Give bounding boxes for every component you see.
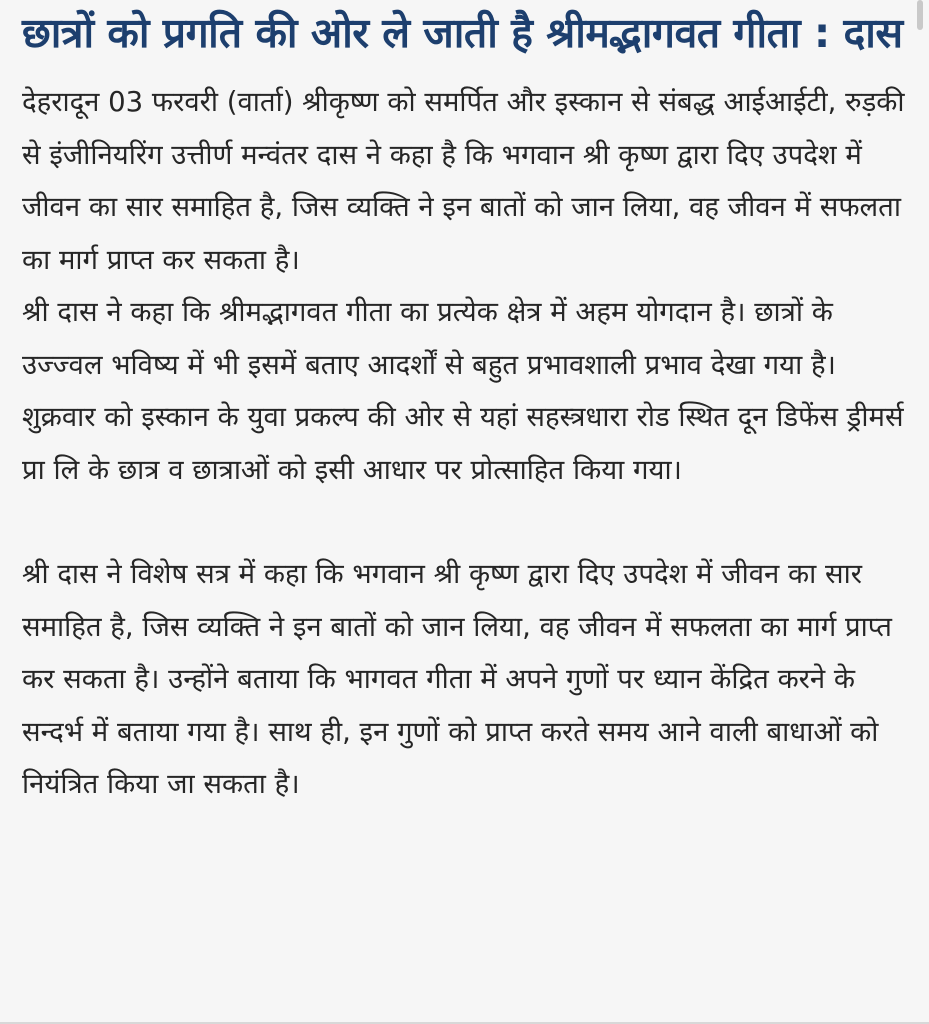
article-paragraph-1: देहरादून 03 फरवरी (वार्ता) श्रीकृष्ण को समर्पित और इस्कान से संबद्ध आईआईटी, रुड़की से इंजीनियरिंग उत्तीर्ण मन्वंतर दास ने कहा है कि भगवान श्री कृष्ण द्वारा दिए उपदेश में जीवन का सार समाहित है, जिस व्यक्ति ने इन बातों को जान लिया, वह जीवन में सफलता का मार्ग प्राप्त कर सकता है। bbox=[22, 86, 905, 276]
article-body bbox=[22, 76, 912, 811]
article bbox=[22, 0, 912, 811]
article-paragraph-2: श्री दास ने कहा कि श्रीमद्भागवत गीता का प्रत्येक क्षेत्र में अहम योगदान है। छात्रों के उज्ज्वल भविष्य में भी इसमें बताए आदर्शों से बहुत प्रभावशाली प्रभाव देखा गया है। शुक्रवार को इस्कान के युवा प्रकल्प की ओर से यहां सहस्त्रधारा रोड स्थित दून डिफेंस ड्रीमर्स प्रा लि के छात्र व छात्राओं को इसी आधार पर प्रोत्साहित किया गया। bbox=[22, 296, 904, 486]
article-paragraph-3: श्री दास ने विशेष सत्र में कहा कि भगवान श्री कृष्ण द्वारा दिए उपदेश में जीवन का सार समाहित है, जिस व्यक्ति ने इन बातों को जान लिया, वह जीवन में सफलता का मार्ग प्राप्त कर सकता है। उन्होंने बताया कि भागवत गीता में अपने गुणों पर ध्यान केंद्रित करने के सन्दर्भ में बताया गया है। साथ ही, इन गुणों को प्राप्त करते समय आने वाली बाधाओं को नियंत्रित किया जा सकता है। bbox=[22, 558, 892, 800]
article-headline: छात्रों को प्रगति की ओर ले जाती है श्रीमद्भागवत गीता : दास bbox=[22, 9, 903, 57]
scrollbar-thumb[interactable] bbox=[917, 0, 923, 30]
